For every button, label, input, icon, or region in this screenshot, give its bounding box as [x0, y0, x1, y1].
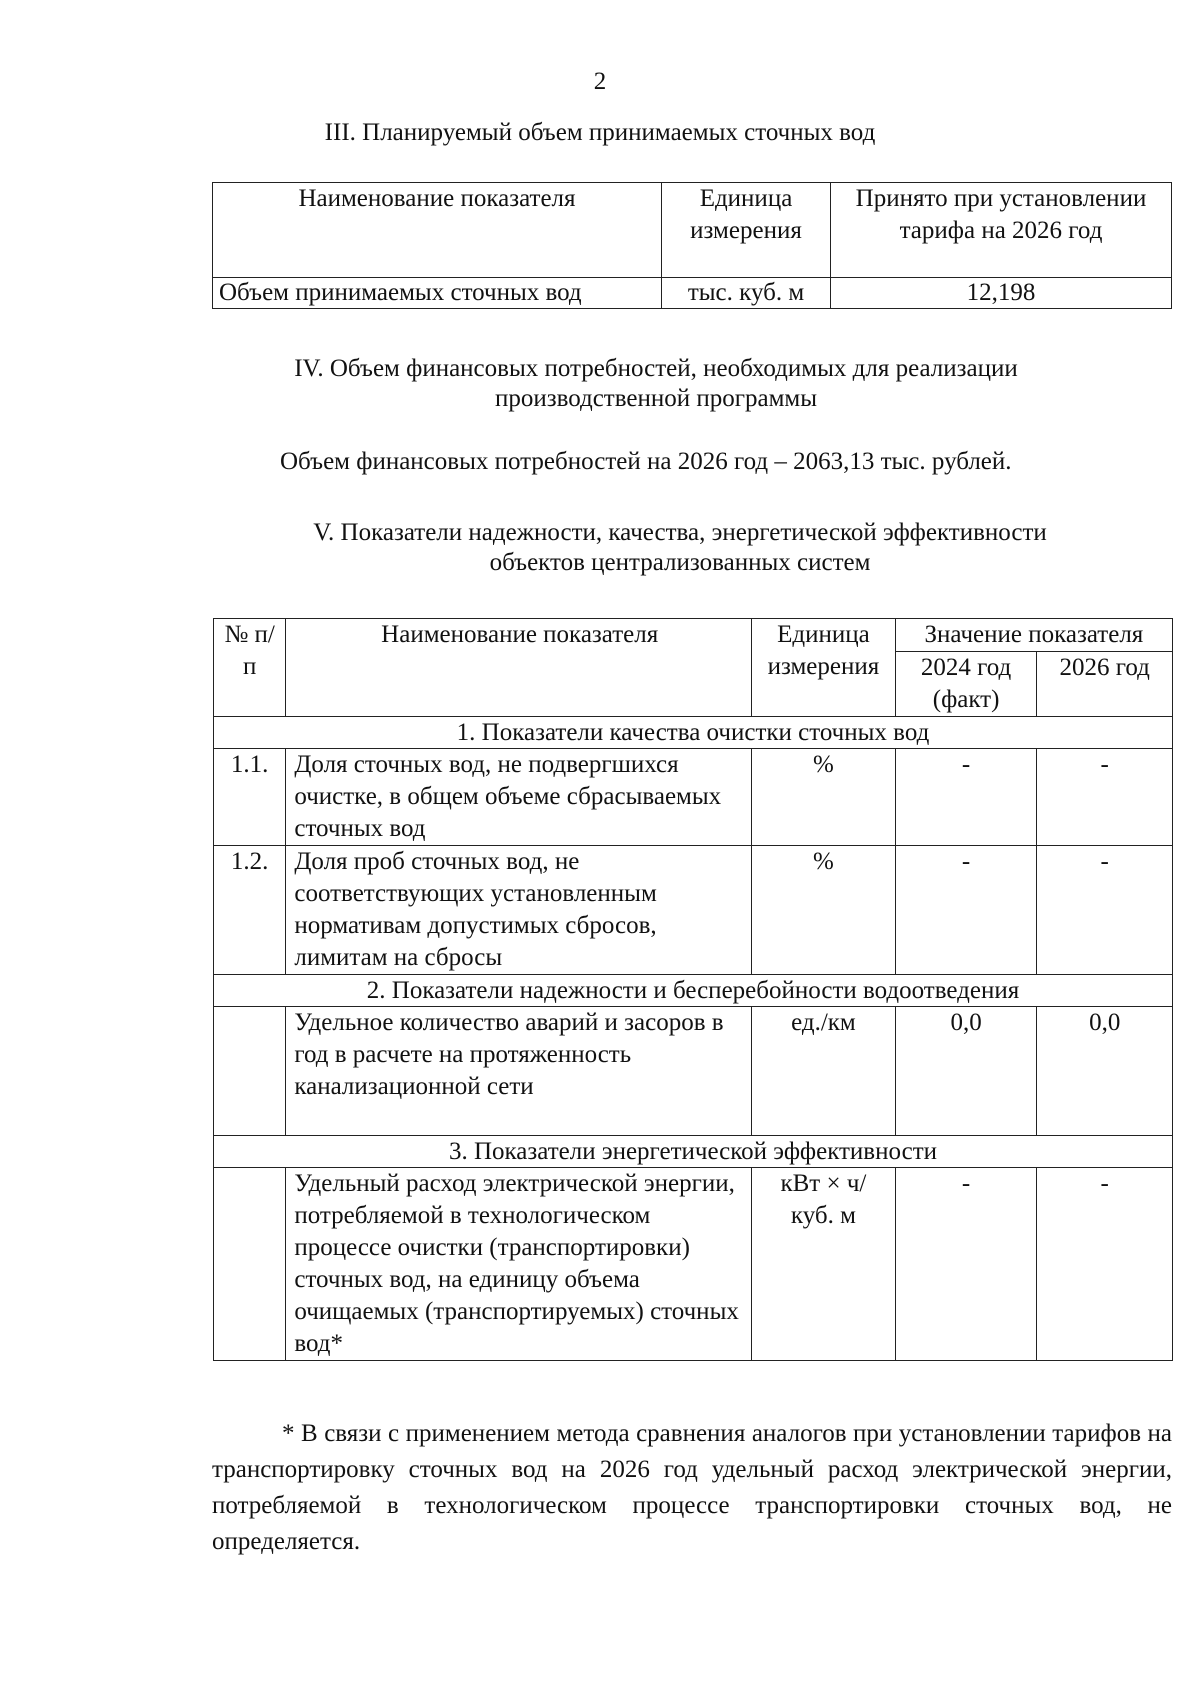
- table-row: [214, 846, 1173, 975]
- footnote: [212, 1416, 1172, 1560]
- header-indicator-name: Наименование показателя: [286, 619, 752, 717]
- row-unit: кВт × ч/ куб. м: [752, 1168, 896, 1361]
- header-value: Значение показателя: [895, 619, 1172, 652]
- row-value-2026: -: [1037, 1168, 1173, 1361]
- row-value-2024: 0,0: [895, 1007, 1037, 1136]
- row-unit: ед./км: [752, 1007, 896, 1136]
- section-5-title-line1: V. Показатели надежности, качества, энергетической эффективности: [313, 519, 1047, 546]
- row-value-2024: -: [895, 846, 1037, 975]
- group-row-1: [214, 717, 1173, 749]
- table-row: [214, 749, 1173, 846]
- group-row-3: [214, 1136, 1173, 1168]
- row-value-2026: 0,0: [1037, 1007, 1173, 1136]
- table-row: [214, 1007, 1173, 1136]
- wastewater-volume-table: [212, 182, 1172, 309]
- section-3-title: III. Планируемый объем принимаемых сточных вод: [324, 119, 876, 146]
- group-title-reliability: 2. Показатели надежности и бесперебойности водоотведения: [214, 975, 1173, 1007]
- row-value-2024: -: [895, 1168, 1037, 1361]
- header-accepted-value: Принято при установлении тарифа на 2026 год: [831, 183, 1172, 278]
- header-unit: Единица измерения: [752, 619, 896, 717]
- group-row-2: [214, 975, 1173, 1007]
- row-value-2026: -: [1037, 846, 1173, 975]
- header-2024: 2024 год (факт): [895, 652, 1037, 717]
- row-indicator-name: Удельный расход электрической энергии, потребляемой в технологическом процессе очистки (транспортировки) сточных вод, на единицу объема очищаемых (транспортируемых) сточных вод*: [286, 1168, 752, 1361]
- row-unit: тыс. куб. м: [662, 278, 831, 309]
- row-unit: %: [752, 846, 896, 975]
- indicators-table: [213, 618, 1173, 1361]
- header-num: № п/п: [214, 619, 286, 717]
- row-indicator-name: Удельное количество аварий и засоров в год в расчете на протяженность канализационной сети: [286, 1007, 752, 1136]
- row-num: [214, 1168, 286, 1361]
- group-title-energy: 3. Показатели энергетической эффективности: [214, 1136, 1173, 1168]
- footnote-text: * В связи с применением метода сравнения аналогов при установлении тарифов на транспортировку сточных вод на 2026 год удельный расход электрической энергии, потребляемой в технологическом процессе транспортировки сточных вод, не определяется.: [212, 1420, 1172, 1555]
- row-indicator-name: Доля проб сточных вод, не соответствующих установленным нормативам допустимых сбросов, лимитам на сбросы: [286, 846, 752, 975]
- row-unit: %: [752, 749, 896, 846]
- row-value: 12,198: [831, 278, 1172, 309]
- section-4-title-line1: IV. Объем финансовых потребностей, необходимых для реализации: [294, 355, 1018, 382]
- section-5-title-line2: объектов централизованных систем: [489, 549, 871, 576]
- row-value-2024: -: [895, 749, 1037, 846]
- table-row: [214, 1168, 1173, 1361]
- section-4-title-line2: производственной программы: [494, 385, 818, 412]
- row-value-2026: -: [1037, 749, 1173, 846]
- row-num: 1.1.: [214, 749, 286, 846]
- table-header-row: [213, 183, 1172, 278]
- header-indicator-name: Наименование показателя: [213, 183, 662, 278]
- row-indicator-name: Доля сточных вод, не подвергшихся очистке, в общем объеме сбрасываемых сточных вод: [286, 749, 752, 846]
- table-row: [213, 278, 1172, 309]
- row-num: 1.2.: [214, 846, 286, 975]
- section-5-title: [80, 518, 1200, 578]
- header-2026: 2026 год: [1037, 652, 1173, 717]
- row-indicator-name: Объем принимаемых сточных вод: [213, 278, 662, 309]
- table-header-row: [214, 619, 1173, 652]
- row-num: [214, 1007, 286, 1136]
- group-title-quality: 1. Показатели качества очистки сточных вод: [214, 717, 1173, 749]
- page-number: 2: [593, 68, 607, 95]
- financial-needs-text: Объем финансовых потребностей на 2026 год – 2063,13 тыс. рублей.: [280, 448, 1012, 475]
- section-4-title: [56, 354, 1200, 414]
- header-unit: Единица измерения: [662, 183, 831, 278]
